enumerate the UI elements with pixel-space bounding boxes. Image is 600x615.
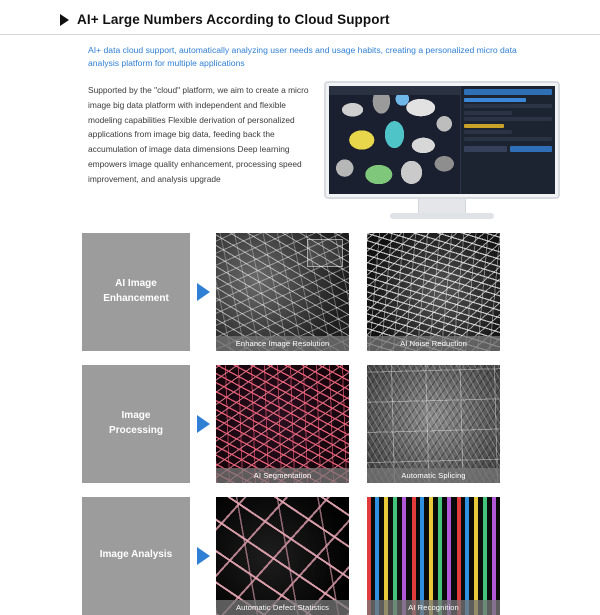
thumbnail-caption: Automatic Defect Statistics — [216, 600, 349, 615]
feature-section — [82, 497, 544, 615]
section-label-line1: AI Image — [115, 278, 157, 290]
section-thumbnails — [216, 497, 544, 615]
page-header — [0, 0, 600, 27]
feature-sections — [0, 219, 600, 615]
arrow-right-icon — [190, 365, 216, 483]
thumbnail-caption: Enhance Image Resolution — [216, 336, 349, 351]
thumbnail-caption: AI Noise Reduction — [367, 336, 500, 351]
section-label-line1: Image Analysis — [99, 549, 173, 561]
thumbnail-ai-noise-reduction[interactable] — [367, 233, 500, 351]
thumbnail-caption: AI Segmentation — [216, 468, 349, 483]
panel-row — [464, 117, 552, 121]
section-thumbnails — [216, 365, 544, 483]
arrow-right-icon — [190, 233, 216, 351]
panel-title-bar — [464, 89, 552, 95]
feature-section — [82, 365, 544, 483]
monitor-screen — [329, 86, 555, 194]
feature-section — [82, 233, 544, 351]
thumbnail-ai-recognition[interactable] — [367, 497, 500, 615]
monitor-stand-base — [390, 213, 494, 219]
thumbnail-automatic-splicing[interactable] — [367, 365, 500, 483]
section-thumbnails — [216, 233, 544, 351]
inset-zoom-panel — [307, 239, 343, 267]
arrow-right-icon — [190, 497, 216, 615]
section-label-line2: Processing — [109, 424, 163, 436]
body-paragraph: Supported by the "cloud" platform, we aim to create a micro image big data platform with independent and flexible modeling capabilities Flexible derivation of personalized applications from image big data, feeding back the accumulation of image data dimensions Deep learning empowers image quality enhancement, processing speed improvement, and analysis upgrade — [88, 84, 309, 185]
section-label-image-processing — [82, 365, 190, 483]
thumbnail-caption: AI Recognition — [367, 600, 500, 615]
panel-row — [464, 104, 552, 108]
panel-row — [464, 98, 526, 102]
monitor-illustration — [322, 81, 562, 219]
screen-toolbar — [329, 86, 460, 95]
panel-button — [510, 146, 552, 152]
section-label-line1: Image — [121, 410, 151, 422]
section-label-ai-image-enhancement — [82, 233, 190, 351]
intro-text: AI+ data cloud support, automatically analyzing user needs and usage habits, creating a personalized micro data analysis platform for multiple applications — [88, 45, 517, 69]
panel-row — [464, 137, 552, 141]
panel-row — [464, 130, 512, 134]
play-triangle-icon — [60, 14, 69, 26]
page-title: AI+ Large Numbers According to Cloud Support — [77, 12, 390, 27]
thumbnail-ai-segmentation[interactable] — [216, 365, 349, 483]
panel-row — [464, 124, 504, 128]
monitor-stand-neck — [418, 199, 466, 213]
thumbnail-automatic-defect-statistics[interactable] — [216, 497, 349, 615]
panel-row — [464, 111, 512, 115]
thumbnail-enhance-image-resolution[interactable] — [216, 233, 349, 351]
splicing-texture — [367, 365, 500, 483]
section-label-line2: Enhancement — [103, 292, 169, 304]
screen-image-canvas — [329, 86, 460, 194]
thumbnail-caption: Automatic Splicing — [367, 468, 500, 483]
panel-button-row — [464, 146, 552, 152]
screen-side-panel — [460, 86, 555, 194]
body-row — [0, 71, 600, 219]
panel-button — [464, 146, 506, 152]
monitor-bezel — [324, 81, 560, 199]
section-label-image-analysis — [82, 497, 190, 615]
